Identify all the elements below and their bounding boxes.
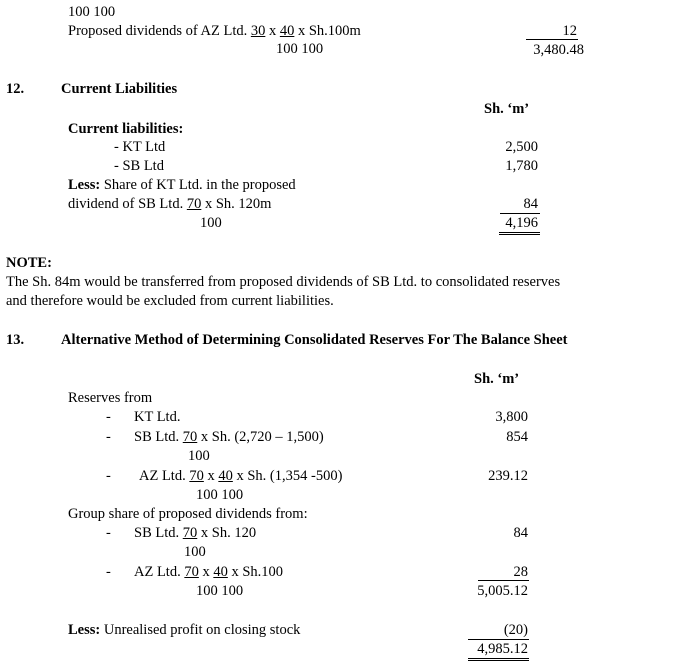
currency-header: Sh. ‘m’ [474,371,520,387]
fraction-numerator: 40 [213,564,228,580]
line-item-value: 3,800 [495,409,528,425]
section-title: Current Liabilities [61,81,178,97]
bullet-dash: - [106,564,111,580]
note-heading: NOTE: [6,255,52,271]
line-item-value: 2,500 [505,139,538,155]
fraction-numerator: 40 [218,468,233,484]
line-item-label: - SB Ltd [114,158,164,174]
bullet-dash: - [106,468,111,484]
bullet-dash: - [106,429,111,445]
line-item-value: 28 [513,564,528,580]
multiply-sign: x [268,23,277,39]
fraction-denominators: 100 100 [196,583,244,599]
double-underline-rule [468,660,529,661]
less-text: Share of KT Ltd. in the proposed [103,177,296,193]
line-item-label: KT Ltd. [134,409,181,425]
less-label: Less: [68,622,101,638]
line-item-value: 854 [506,429,528,445]
double-underline-rule [499,232,540,233]
az-dividend-label: Proposed dividends of AZ Ltd. [68,23,248,39]
less-label: Less: [68,177,101,193]
multiplier-text: x Sh.100m [297,23,361,39]
multiply-sign: x [207,468,215,484]
line-item-value: 84 [523,196,538,212]
fraction-denominators: 100 100 [196,487,244,503]
multiplier-text: x Sh.100 [231,564,284,580]
line-item-label [134,563,283,581]
reserves-from-label: Reserves from [68,390,153,406]
currency-header: Sh. ‘m’ [484,101,530,117]
fraction-numerator: 70 [182,429,198,445]
line-item-value: 1,780 [505,158,538,174]
section-number: 13. [6,332,25,348]
underline-rule [478,580,529,581]
group-share-label: Group share of proposed dividends from: [68,506,308,522]
subtotal-value: 5,005.12 [477,583,528,599]
less-text: Unrealised profit on closing stock [103,622,301,638]
less-line-2 [68,195,271,213]
line-item-value: (20) [503,622,528,638]
line-item-label [134,428,324,446]
multiplier-text: x Sh. (1,354 -500) [236,468,343,484]
fraction-numerator: 70 [189,468,204,484]
less-line [68,621,300,639]
fraction-numerator: 70 [182,525,198,541]
line-item-value: 239.12 [488,468,528,484]
line-item-label [134,524,256,542]
fraction-numerator: 70 [184,564,199,580]
az-dividend-line [68,22,361,40]
section-number: 12. [6,81,25,97]
amount-value: 12 [562,23,577,39]
total-value: 4,196 [505,215,538,231]
company-label: SB Ltd. [134,525,180,541]
fraction-denominators: 100 100 [276,41,324,57]
bullet-dash: - [106,409,111,425]
less-text: dividend of SB Ltd. [68,196,184,212]
multiplier-text: x Sh. 120 [200,525,257,541]
note-text: The Sh. 84m would be transferred from proposed dividends of SB Ltd. to consolidated reserves [6,274,561,290]
line-item-value: 84 [513,525,528,541]
fraction-denominator: 100 [188,448,210,464]
line-item-label: - KT Ltd [114,139,166,155]
less-line [68,176,296,194]
fraction-numerator: 40 [279,23,295,39]
fraction-denominator: 100 [200,215,222,231]
total-value: 4,985.12 [477,641,528,657]
double-underline-rule [468,658,529,659]
multiply-sign: x [202,564,210,580]
company-label: SB Ltd. [134,429,180,445]
section-title: Alternative Method of Determining Consolidated Reserves For The Balance Sheet [61,332,568,348]
subtotal-value: 3,480.48 [533,42,584,58]
fraction-denominators: 100 100 [68,4,116,20]
bullet-dash: - [106,525,111,541]
fraction-numerator: 70 [186,196,202,212]
multiplier-text: x Sh. 120m [204,196,272,212]
fraction-numerator: 30 [250,23,266,39]
double-underline-rule [499,234,540,235]
company-label: AZ Ltd. [139,468,186,484]
fraction-denominator: 100 [184,544,206,560]
multiplier-text: x Sh. (2,720 – 1,500) [200,429,324,445]
company-label: AZ Ltd. [134,564,181,580]
sub-heading: Current liabilities: [68,121,184,137]
note-text: and therefore would be excluded from current liabilities. [6,293,334,309]
line-item-label [139,467,342,485]
underline-rule [526,39,578,40]
